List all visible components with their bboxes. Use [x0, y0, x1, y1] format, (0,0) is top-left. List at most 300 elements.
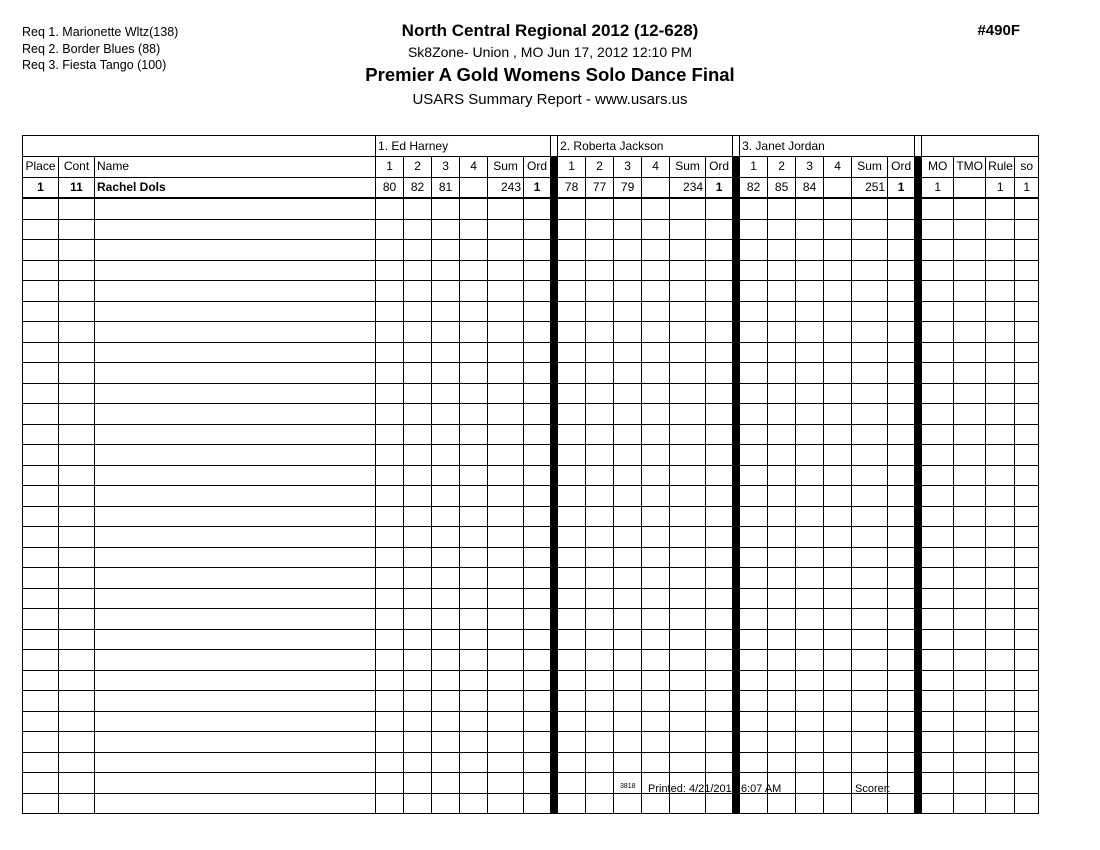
separator-bar	[551, 773, 558, 794]
ord-cell	[706, 568, 733, 589]
name-cell	[95, 404, 376, 425]
score-cell	[376, 773, 404, 794]
score-cell	[404, 301, 432, 322]
score-cell	[824, 219, 852, 240]
score-cell	[558, 404, 586, 425]
score-cell	[768, 281, 796, 302]
ord-cell	[706, 711, 733, 732]
sum-cell	[670, 240, 706, 261]
column-header-row	[23, 157, 1039, 178]
name-cell	[95, 322, 376, 343]
score-cell	[586, 198, 614, 219]
place-cell: 1	[23, 177, 59, 198]
score-cell	[768, 629, 796, 650]
score-cell	[404, 198, 432, 219]
score-cell	[614, 793, 642, 814]
score-cell	[740, 363, 768, 384]
score-cell	[460, 383, 488, 404]
ord-cell	[524, 281, 551, 302]
score-cell	[824, 363, 852, 384]
score-cell	[824, 609, 852, 630]
col-header-so: so	[1015, 157, 1039, 178]
ord-cell	[706, 281, 733, 302]
score-cell	[558, 506, 586, 527]
score-cell	[740, 629, 768, 650]
score-cell	[614, 568, 642, 589]
ord-cell	[888, 711, 915, 732]
score-cell	[796, 711, 824, 732]
score-cell	[796, 650, 824, 671]
score-cell	[558, 650, 586, 671]
mo-cell	[922, 527, 954, 548]
col-header-score3: 3	[796, 157, 824, 178]
score-cell	[404, 363, 432, 384]
mo-cell	[922, 219, 954, 240]
score-cell	[586, 219, 614, 240]
ord-cell	[524, 363, 551, 384]
sum-cell	[670, 486, 706, 507]
sum-cell	[488, 650, 524, 671]
score-cell	[796, 445, 824, 466]
score-cell	[642, 260, 670, 281]
score-cell	[642, 568, 670, 589]
so-cell	[1015, 198, 1039, 219]
score-cell	[796, 629, 824, 650]
sum-cell	[670, 281, 706, 302]
score-cell	[586, 240, 614, 261]
score-cell	[404, 260, 432, 281]
mo-cell	[922, 711, 954, 732]
separator-bar	[915, 650, 922, 671]
report-header	[0, 21, 1100, 108]
tmo-cell	[954, 527, 986, 548]
separator-bar	[733, 609, 740, 630]
sum-cell	[852, 547, 888, 568]
sum-cell	[488, 711, 524, 732]
score-cell	[404, 465, 432, 486]
col-header-rule: Rule	[986, 157, 1015, 178]
sum-cell	[488, 301, 524, 322]
rule-cell	[986, 711, 1015, 732]
tmo-cell	[954, 445, 986, 466]
cont-cell	[59, 465, 95, 486]
score-cell	[824, 547, 852, 568]
col-header-sum: Sum	[670, 157, 706, 178]
score-cell	[740, 547, 768, 568]
score-cell	[586, 711, 614, 732]
score-cell	[460, 342, 488, 363]
cont-cell	[59, 527, 95, 548]
score-cell	[768, 670, 796, 691]
rule-cell	[986, 793, 1015, 814]
separator-bar	[733, 486, 740, 507]
so-cell	[1015, 711, 1039, 732]
score-cell	[404, 650, 432, 671]
score-cell	[796, 732, 824, 753]
score-cell	[586, 322, 614, 343]
sum-cell	[488, 260, 524, 281]
tmo-cell	[954, 793, 986, 814]
name-cell	[95, 773, 376, 794]
score-cell	[376, 670, 404, 691]
ord-cell	[706, 322, 733, 343]
score-cell	[558, 547, 586, 568]
score-cell	[642, 711, 670, 732]
sum-cell	[852, 527, 888, 548]
cont-cell	[59, 301, 95, 322]
tmo-cell	[954, 486, 986, 507]
score-cell	[768, 445, 796, 466]
ord-cell	[524, 198, 551, 219]
score-cell	[614, 752, 642, 773]
separator-bar	[915, 383, 922, 404]
score-cell	[824, 588, 852, 609]
score-cell	[824, 342, 852, 363]
sum-cell	[670, 465, 706, 486]
ord-cell	[888, 486, 915, 507]
score-cell	[768, 588, 796, 609]
separator-bar	[551, 465, 558, 486]
separator-bar	[915, 301, 922, 322]
place-cell	[23, 609, 59, 630]
sum-cell	[852, 691, 888, 712]
score-cell	[558, 240, 586, 261]
place-cell	[23, 732, 59, 753]
score-cell	[642, 691, 670, 712]
score-cell	[768, 506, 796, 527]
rule-cell	[986, 527, 1015, 548]
score-cell	[404, 240, 432, 261]
score-cell	[740, 281, 768, 302]
separator-bar	[733, 322, 740, 343]
sum-cell	[488, 240, 524, 261]
score-cell	[824, 383, 852, 404]
sum-cell	[488, 588, 524, 609]
separator-bar	[551, 342, 558, 363]
score-cell	[404, 342, 432, 363]
rule-cell	[986, 322, 1015, 343]
tmo-cell	[954, 506, 986, 527]
rule-cell	[986, 732, 1015, 753]
mo-cell	[922, 404, 954, 425]
separator-bar	[551, 198, 558, 219]
rule-cell	[986, 486, 1015, 507]
cont-cell	[59, 650, 95, 671]
ord-cell	[888, 301, 915, 322]
separator-bar	[551, 281, 558, 302]
score-cell	[404, 547, 432, 568]
score-cell	[768, 752, 796, 773]
judge-name-header: 2. Roberta Jackson	[558, 136, 733, 157]
printed-timestamp: Printed: 4/21/2017 6:07 AM	[648, 783, 782, 795]
score-cell	[614, 322, 642, 343]
separator-bar	[915, 240, 922, 261]
so-cell	[1015, 793, 1039, 814]
score-cell	[642, 793, 670, 814]
ord-cell	[524, 465, 551, 486]
score-cell	[614, 424, 642, 445]
judge-gap	[733, 136, 740, 157]
score-cell	[614, 198, 642, 219]
ord-cell	[706, 260, 733, 281]
score-cell	[642, 588, 670, 609]
sum-cell	[852, 322, 888, 343]
separator-bar	[915, 588, 922, 609]
score-cell	[558, 424, 586, 445]
sum-cell	[852, 219, 888, 240]
separator-bar	[915, 465, 922, 486]
tmo-cell	[954, 609, 986, 630]
place-cell	[23, 568, 59, 589]
name-cell	[95, 260, 376, 281]
ord-cell	[524, 609, 551, 630]
mo-cell	[922, 609, 954, 630]
score-cell	[404, 629, 432, 650]
score-cell	[614, 711, 642, 732]
score-cell	[586, 383, 614, 404]
score-cell	[586, 527, 614, 548]
score-cell	[768, 198, 796, 219]
score-cell	[376, 465, 404, 486]
score-cell	[376, 609, 404, 630]
ord-cell	[524, 773, 551, 794]
ord-cell	[888, 363, 915, 384]
score-cell	[404, 424, 432, 445]
place-cell	[23, 198, 59, 219]
score-cell	[460, 752, 488, 773]
score-cell	[376, 424, 404, 445]
separator-bar	[551, 363, 558, 384]
separator-bar	[551, 424, 558, 445]
sum-cell	[852, 670, 888, 691]
tmo-cell	[954, 219, 986, 240]
empty-row	[23, 568, 1039, 589]
ord-cell	[888, 773, 915, 794]
empty-row	[23, 752, 1039, 773]
separator-bar	[915, 342, 922, 363]
score-cell	[796, 588, 824, 609]
score-cell	[614, 219, 642, 240]
tmo-cell	[954, 424, 986, 445]
separator-bar	[733, 547, 740, 568]
score-cell: 82	[740, 177, 768, 198]
separator-bar	[551, 650, 558, 671]
separator-bar	[733, 342, 740, 363]
score-cell	[586, 588, 614, 609]
score-cell	[404, 711, 432, 732]
score-cell	[460, 547, 488, 568]
separator-bar	[915, 281, 922, 302]
score-cell	[558, 486, 586, 507]
separator-bar	[551, 793, 558, 814]
score-cell	[432, 322, 460, 343]
mo-cell	[922, 281, 954, 302]
score-cell	[586, 424, 614, 445]
score-cell	[642, 486, 670, 507]
score-cell	[404, 506, 432, 527]
score-cell	[558, 301, 586, 322]
sum-cell	[852, 424, 888, 445]
score-cell	[740, 793, 768, 814]
separator-bar	[915, 527, 922, 548]
sum-cell	[852, 793, 888, 814]
name-cell	[95, 281, 376, 302]
separator-bar	[551, 670, 558, 691]
event-number: #490F	[977, 22, 1020, 39]
score-cell: 77	[586, 177, 614, 198]
tmo-cell	[954, 629, 986, 650]
ord-cell	[706, 465, 733, 486]
score-cell	[796, 773, 824, 794]
place-cell	[23, 219, 59, 240]
ord-cell	[524, 219, 551, 240]
score-cell	[376, 404, 404, 425]
ord-cell	[888, 547, 915, 568]
empty-row	[23, 363, 1039, 384]
score-cell	[404, 568, 432, 589]
separator-bar	[551, 486, 558, 507]
ord-cell	[524, 445, 551, 466]
score-cell	[824, 793, 852, 814]
sum-cell	[670, 404, 706, 425]
separator-bar	[733, 424, 740, 445]
separator-bar	[733, 711, 740, 732]
separator-bar	[551, 260, 558, 281]
ord-cell	[888, 404, 915, 425]
score-cell	[376, 793, 404, 814]
separator-bar	[733, 465, 740, 486]
score-cell	[768, 260, 796, 281]
ord-cell	[524, 711, 551, 732]
cont-cell	[59, 752, 95, 773]
score-cell	[460, 691, 488, 712]
sum-cell	[670, 527, 706, 548]
separator-bar	[915, 568, 922, 589]
score-cell	[796, 424, 824, 445]
ord-cell	[524, 752, 551, 773]
score-cell	[768, 711, 796, 732]
score-cell	[460, 198, 488, 219]
place-cell	[23, 773, 59, 794]
so-cell	[1015, 527, 1039, 548]
separator-bar	[733, 527, 740, 548]
ord-cell	[706, 793, 733, 814]
separator-bar	[551, 527, 558, 548]
score-cell	[740, 609, 768, 630]
separator-bar	[915, 732, 922, 753]
name-cell	[95, 424, 376, 445]
score-cell	[404, 404, 432, 425]
tmo-cell	[954, 383, 986, 404]
so-cell	[1015, 588, 1039, 609]
score-cell	[796, 342, 824, 363]
score-cell	[432, 588, 460, 609]
ord-cell	[706, 363, 733, 384]
sum-cell	[670, 629, 706, 650]
sum-cell	[670, 506, 706, 527]
separator-bar	[733, 198, 740, 219]
mo-cell	[922, 650, 954, 671]
score-cell	[432, 793, 460, 814]
ord-cell	[524, 260, 551, 281]
judge-name-header: 1. Ed Harney	[376, 136, 551, 157]
score-cell	[642, 547, 670, 568]
cont-cell	[59, 445, 95, 466]
cont-cell	[59, 547, 95, 568]
score-cell	[642, 424, 670, 445]
empty-row	[23, 198, 1039, 219]
col-header-ord: Ord	[706, 157, 733, 178]
score-cell	[768, 301, 796, 322]
cont-cell	[59, 260, 95, 281]
ord-cell	[706, 198, 733, 219]
score-cell	[376, 198, 404, 219]
ord-cell	[524, 629, 551, 650]
name-cell	[95, 609, 376, 630]
sum-cell	[852, 342, 888, 363]
sum-cell	[670, 260, 706, 281]
score-cell	[824, 506, 852, 527]
cont-cell	[59, 732, 95, 753]
sum-cell	[670, 568, 706, 589]
judge-header-row	[23, 136, 1039, 157]
score-cell	[642, 383, 670, 404]
ord-cell	[706, 506, 733, 527]
sum-cell	[488, 732, 524, 753]
place-cell	[23, 281, 59, 302]
so-cell	[1015, 240, 1039, 261]
sum-cell	[488, 773, 524, 794]
tmo-cell	[954, 260, 986, 281]
name-cell	[95, 568, 376, 589]
empty-row	[23, 691, 1039, 712]
score-cell	[432, 424, 460, 445]
ord-cell	[888, 609, 915, 630]
score-cell: 84	[796, 177, 824, 198]
score-cell	[432, 363, 460, 384]
sum-cell	[670, 793, 706, 814]
score-cell	[586, 568, 614, 589]
ord-cell	[888, 732, 915, 753]
score-cell	[796, 527, 824, 548]
score-cell	[376, 752, 404, 773]
empty-row	[23, 383, 1039, 404]
score-cell	[642, 219, 670, 240]
name-cell	[95, 363, 376, 384]
rule-cell	[986, 547, 1015, 568]
score-cell	[642, 198, 670, 219]
score-cell	[376, 732, 404, 753]
score-cell	[432, 281, 460, 302]
sum-cell	[852, 650, 888, 671]
ord-cell	[888, 281, 915, 302]
score-cell: 80	[376, 177, 404, 198]
name-cell	[95, 588, 376, 609]
score-cell	[432, 342, 460, 363]
mo-cell	[922, 260, 954, 281]
place-cell	[23, 363, 59, 384]
score-cell	[740, 465, 768, 486]
score-cell	[824, 629, 852, 650]
score-cell	[614, 465, 642, 486]
mo-cell	[922, 568, 954, 589]
score-cell	[558, 363, 586, 384]
sum-cell	[488, 383, 524, 404]
score-cell	[460, 609, 488, 630]
so-cell	[1015, 424, 1039, 445]
score-cell	[558, 609, 586, 630]
score-cell	[460, 424, 488, 445]
